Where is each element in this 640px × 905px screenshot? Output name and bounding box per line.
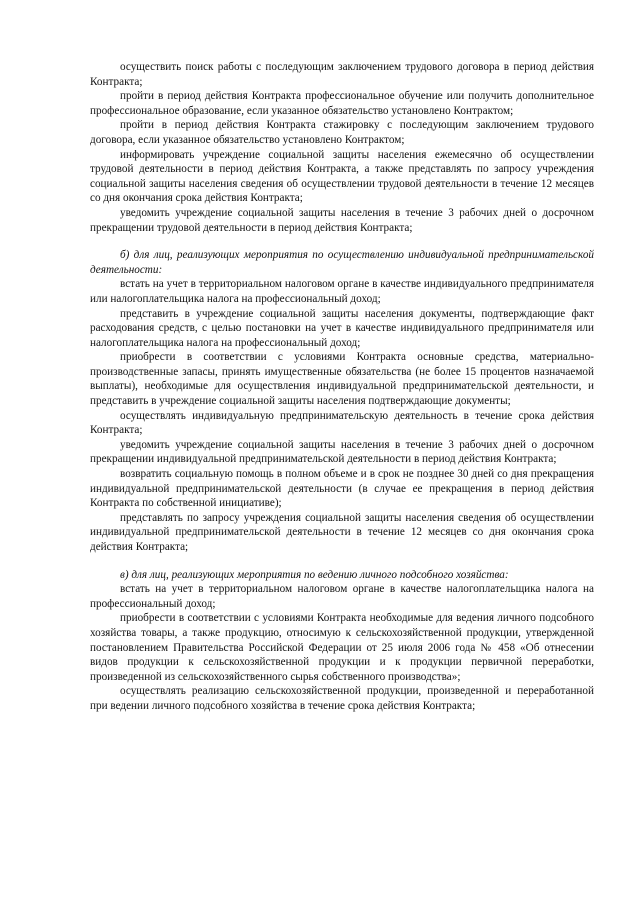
obligation-paragraph: осуществить поиск работы с последующим заключением трудового договора в период действия Контракта; — [90, 61, 594, 88]
section-b-heading: б) для лиц, реализующих мероприятия по осуществлению индивидуальной предпринимательской деятельности: — [90, 249, 594, 276]
obligation-paragraph: пройти в период действия Контракта стажировку с последующим заключением трудового договора, если указанное обязательство установлено Контрактом; — [90, 119, 594, 146]
obligation-paragraph: представлять по запросу учреждения социальной защиты населения сведения об осуществлении индивидуальной предпринимательской деятельности в течение 12 месяцев со дня окончания срока действия Контракта; — [90, 511, 594, 553]
obligation-paragraph: информировать учреждение социальной защиты населения ежемесячно об осуществлении трудовой деятельности в период действия Контракта, а также представлять по запросу учреждения социальной защиты населения сведения об осуществлении трудовой деятельности в течение 12 месяцев со дня окончания срока действия Контракта; — [90, 148, 594, 205]
obligation-paragraph: встать на учет в территориальном налоговом органе в качестве налогоплательщика налога на профессиональный доход; — [90, 583, 594, 610]
obligation-paragraph: приобрести в соответствии с условиями Контракта основные средства, материально-производственные запасы, принять имущественные обязательства (не более 15 процентов назначаемой выплаты), необходимые для осуществления индивидуальной предпринимательской деятельности, и представить в учреждение социальной защиты населения подтверждающие документы; — [90, 351, 594, 408]
obligation-paragraph: пройти в период действия Контракта профессиональное обучение или получить дополнительное профессиональное образование, если указанное обязательство установлено Контрактом; — [90, 90, 594, 117]
document-page — [90, 60, 594, 714]
section-spacer — [90, 555, 594, 568]
obligation-paragraph: представить в учреждение социальной защиты населения документы, подтверждающие факт расходования средств, с целью постановки на учет в качестве индивидуального предпринимателя или налогоплательщика налога на профессиональный доход; — [90, 307, 594, 349]
obligation-paragraph: возвратить социальную помощь в полном объеме и в срок не позднее 30 дней со дня прекращения индивидуальной предпринимательской деятельности (в случае ее прекращения в период действия Контракта по собственной инициативе); — [90, 468, 594, 510]
obligation-paragraph: приобрести в соответствии с условиями Контракта необходимые для ведения личного подсобного хозяйства товары, а также продукцию, относимую к сельскохозяйственной продукции, утвержденной постановлением Правительства Российской Федерации от 25 июля 2006 года № 458 «Об отнесении видов продукции к сельскохозяйственной продукции и к продукции первичной переработки, произведенной из сельскохозяйственного сырья собственного производства»; — [90, 612, 594, 683]
obligation-paragraph: осуществлять индивидуальную предпринимательскую деятельность в течение срока действия Контракта; — [90, 409, 594, 437]
obligation-paragraph: уведомить учреждение социальной защиты населения в течение 3 рабочих дней о досрочном прекращении трудовой деятельности в период действия Контракта; — [90, 206, 594, 234]
obligation-paragraph: уведомить учреждение социальной защиты населения в течение 3 рабочих дней о досрочном прекращении индивидуальной предпринимательской деятельности в период действия Контракта; — [90, 438, 594, 466]
obligation-paragraph: осуществлять реализацию сельскохозяйственной продукции, произведенной и переработанной при ведении личного подсобного хозяйства в течение срока действия Контракта; — [90, 685, 594, 712]
section-spacer — [90, 235, 594, 248]
obligation-paragraph: встать на учет в территориальном налоговом органе в качестве индивидуального предпринимателя или налогоплательщика налога на профессиональный доход; — [90, 278, 594, 305]
section-c-heading: в) для лиц, реализующих мероприятия по ведению личного подсобного хозяйства: — [120, 568, 509, 581]
